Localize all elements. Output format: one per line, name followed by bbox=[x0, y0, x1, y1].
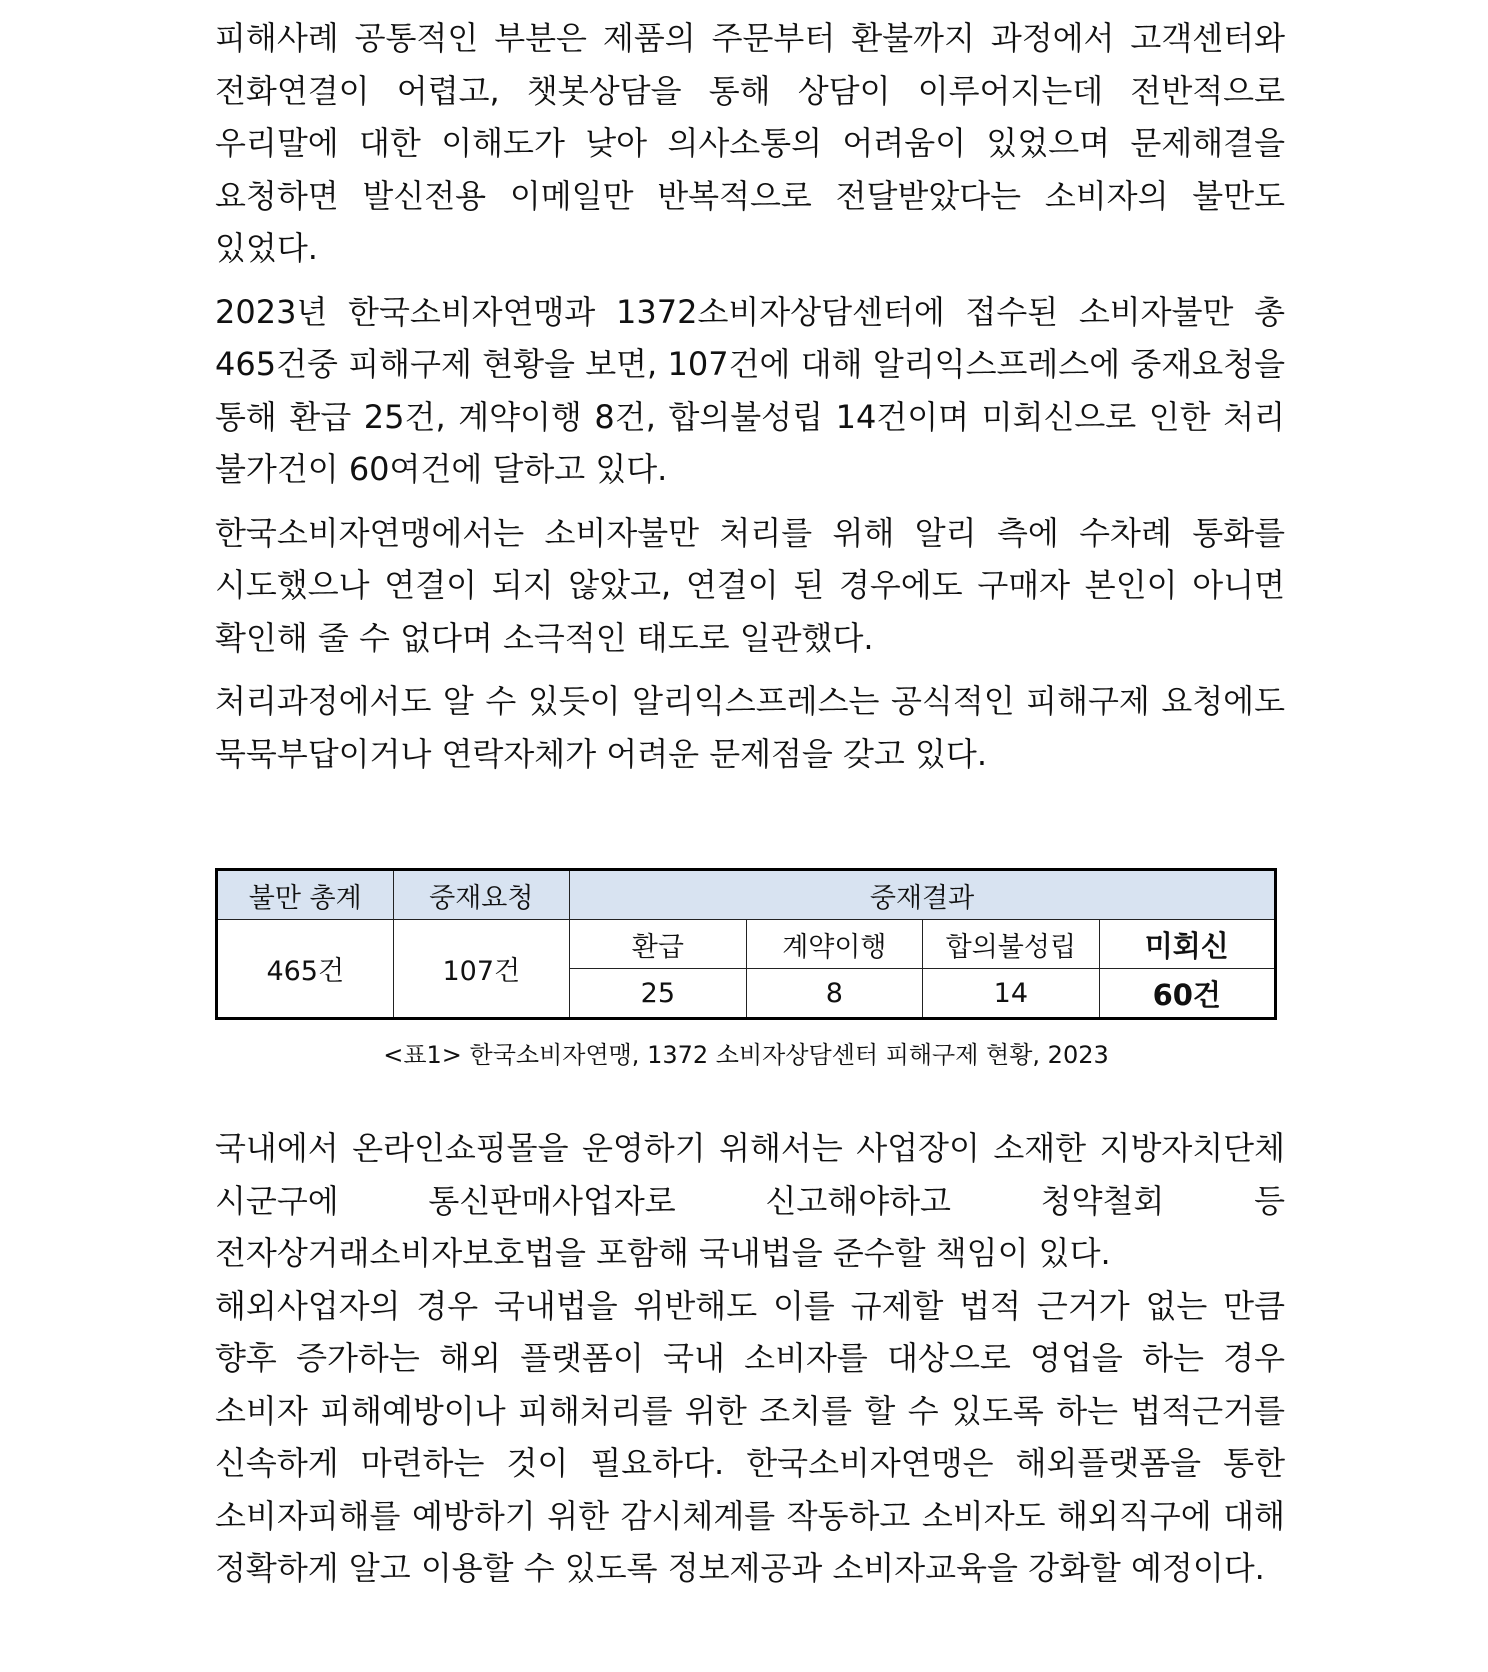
cell-request: 107건 bbox=[393, 920, 570, 1019]
paragraph-complaint-common: 피해사례 공통적인 부분은 제품의 주문부터 환불까지 과정에서 고객센터와 전화연결이 어렵고, 챗봇상담을 통해 상담이 이루어지는데 전반적으로 우리말에 대한 이해도가 낮아 의사소통의 어려움이 있었으며 문제해결을 요청하면 발신전용 이메일만 반복적으로 전달받았다는 소비자의 불만도 있었다. bbox=[215, 19, 1285, 267]
header-total: 불만 총계 bbox=[217, 870, 394, 920]
cell-refund: 25 bbox=[570, 969, 747, 1019]
header-result: 중재결과 bbox=[570, 870, 1276, 920]
spacer bbox=[215, 664, 1285, 675]
paragraph-relief-status: 2023년 한국소비자연맹과 1372소비자상담센터에 접수된 소비자불만 총 465건중 피해구제 현황을 보면, 107건에 대해 알리익스프레스에 중재요청을 통해 환급 25건, 계약이행 8건, 합의불성립 14건이며 미회신으로 인한 처리 불가건이 60여건에 달하고 있다. bbox=[215, 292, 1285, 488]
paragraph-contact-attempts: 한국소비자연맹에서는 소비자불만 처리를 위해 알리 측에 수차례 통화를 시도했으나 연결이 되지 않았고, 연결이 된 경우에도 구매자 본인이 아니면 확인해 줄 수 없다며 소극적인 태도로 일관했다. bbox=[215, 513, 1285, 657]
subheader-refund: 환급 bbox=[570, 920, 747, 969]
subheader-no-agreement: 합의불성립 bbox=[923, 920, 1099, 969]
spacer bbox=[215, 275, 1285, 286]
paragraph-domestic-law: 국내에서 온라인쇼핑몰을 운영하기 위해서는 사업장이 소재한 지방자치단체 시군구에 통신판매사업자로 신고해야하고 청약철회 등 전자상거래소비자보호법을 포함해 국내법을 준수할 책임이 있다. bbox=[215, 1129, 1285, 1272]
header-request: 중재요청 bbox=[393, 870, 570, 920]
relief-status-table bbox=[215, 868, 1277, 1020]
cell-no-reply: 60건 bbox=[1099, 969, 1275, 1019]
document-page bbox=[215, 12, 1285, 1595]
table-header-row bbox=[217, 870, 1276, 920]
paragraph-process-problem: 처리과정에서도 알 수 있듯이 알리익스프레스는 공식적인 피해구제 요청에도 묵묵부답이거나 연락자체가 어려운 문제점을 갖고 있다. bbox=[215, 682, 1285, 773]
spacer bbox=[215, 780, 1285, 868]
cell-contract: 8 bbox=[746, 969, 923, 1019]
table-caption: <표1> 한국소비자연맹, 1372 소비자상담센터 피해구제 현황, 2023 bbox=[383, 1041, 1109, 1069]
subheader-no-reply: 미회신 bbox=[1099, 920, 1275, 969]
cell-no-agreement: 14 bbox=[923, 969, 1099, 1019]
spacer bbox=[215, 496, 1285, 507]
table-subheader-row bbox=[217, 920, 1276, 969]
paragraph-overseas-regulation: 해외사업자의 경우 국내법을 위반해도 이를 규제할 법적 근거가 없는 만큼 향후 증가하는 해외 플랫폼이 국내 소비자를 대상으로 영업을 하는 경우 소비자 피해예방이나 피해처리를 위한 조치를 할 수 있도록 하는 법적근거를 신속하게 마련하는 것이 필요하다. 한국소비자연맹은 해외플랫폼을 통한 소비자피해를 예방하기 위한 감시체계를 작동하고 소비자도 해외직구에 대해 정확하게 알고 이용할 수 있도록 정보제공과 소비자교육을 강화할 예정이다. bbox=[215, 1286, 1285, 1587]
subheader-contract: 계약이행 bbox=[746, 920, 923, 969]
spacer bbox=[215, 1070, 1285, 1122]
cell-total: 465건 bbox=[217, 920, 394, 1019]
